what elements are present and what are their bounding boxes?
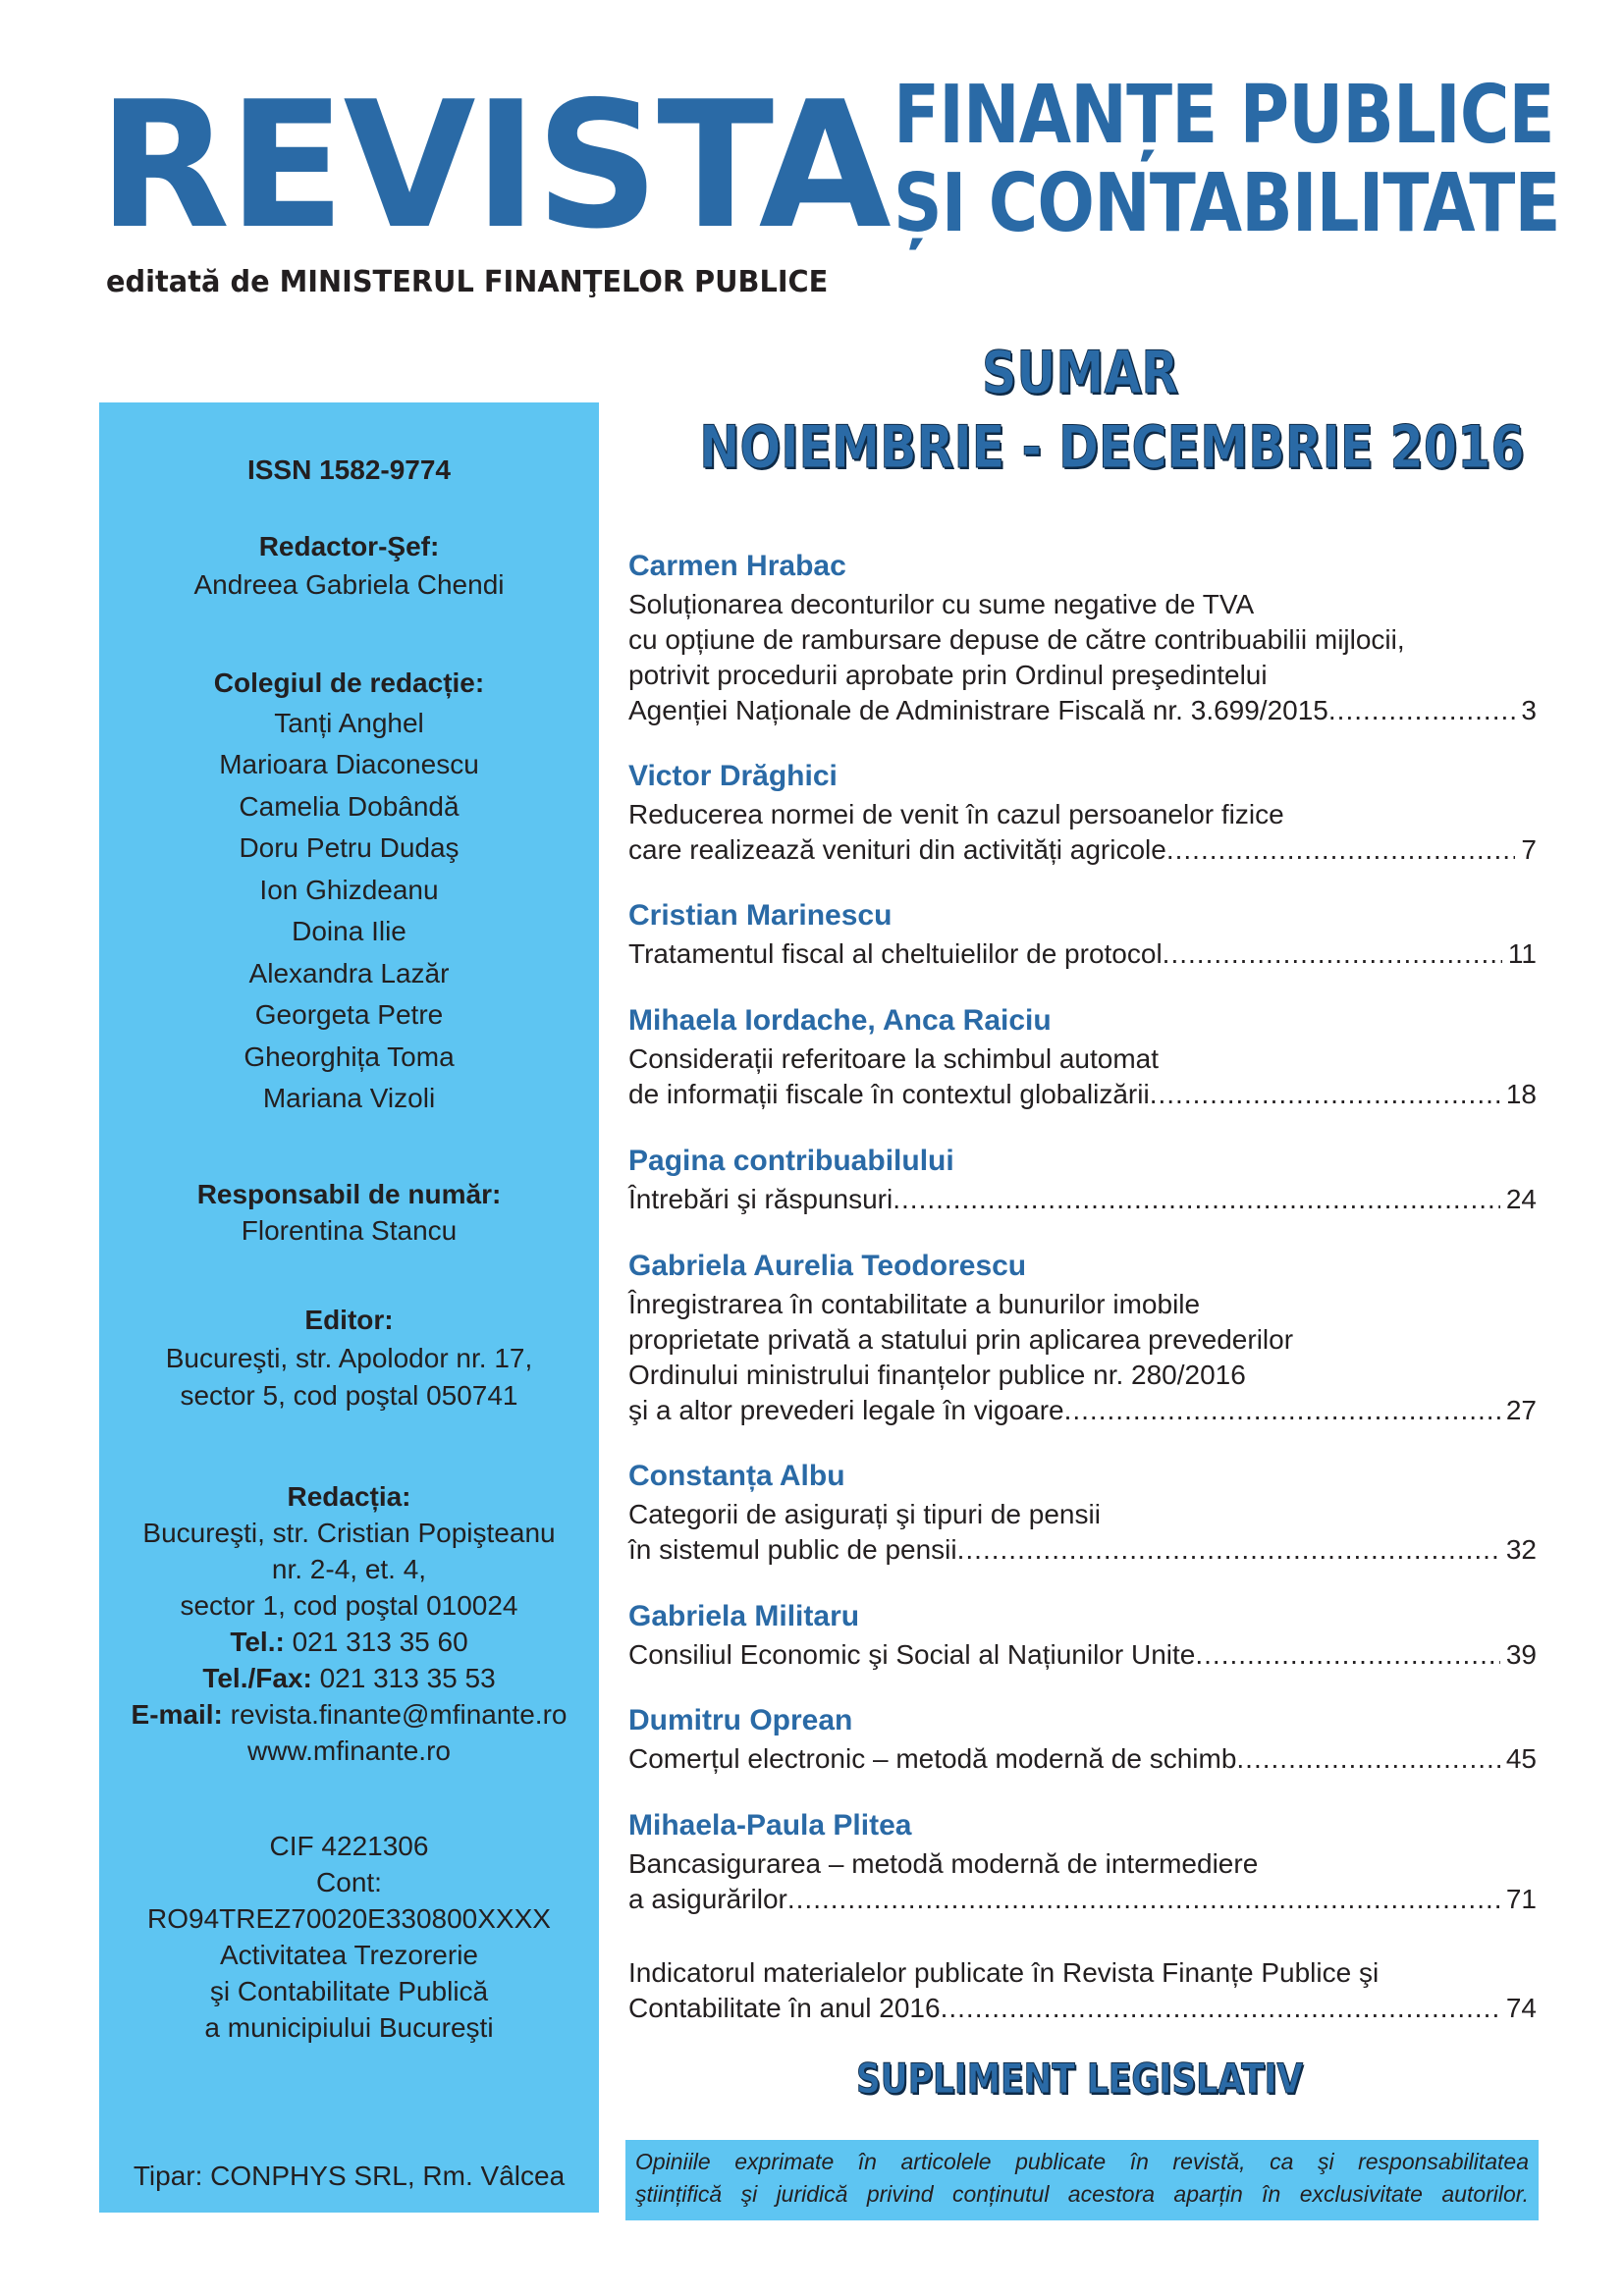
toc-author: Constanța Albu [628,1460,845,1492]
office-address-line: sector 1, cod poştal 010024 [180,1590,518,1621]
toc-title-line: Bancasigurarea – metodă modernă de intermediere [628,1848,1259,1879]
toc-title-line: Soluționarea deconturilor cu sume negative de TVA [628,589,1255,619]
toc-page-number: 74 [1505,1993,1537,2023]
toc-title-line: proprietate privată a statului prin aplicarea prevederilor [628,1324,1294,1355]
toc-entry[interactable] [628,760,1537,868]
toc-author: Cristian Marinescu [628,899,893,932]
dot-leader [893,1182,1500,1217]
toc-title-text: Agenției Naționale de Administrare Fiscală nr. 3.699/2015 [628,695,1328,725]
board-member: Tanți Anghel [274,708,424,738]
office-address-line: nr. 2-4, et. 4, [271,1554,427,1584]
toc-page-number: 45 [1505,1743,1537,1774]
cif: CIF 4221306 [269,1831,429,1861]
disclaimer-line: Opiniile exprimate în articolele publicate în revistă, ca şi responsabilitatea [635,2149,1529,2174]
editor-in-chief-label: Redactor-Şef: [258,531,440,561]
disclaimer-line: ştiințifică şi juridică privind conținutul acestora aparțin în exclusivitate autorilor. [635,2181,1529,2207]
toc-title-text: Comerțul electronic – metodă modernă de schimb [628,1743,1237,1774]
board-member: Ion Ghizdeanu [259,875,439,905]
sidebar-panel [99,402,599,2213]
dot-leader [1064,1393,1500,1428]
toc-page-number: 11 [1507,938,1537,969]
toc-title-text: de informații fiscale în contextul globalizării [628,1079,1150,1109]
toc-title-text: a asigurărilor [628,1884,787,1914]
dot-leader [957,1532,1500,1568]
toc-entry[interactable] [628,1600,1537,1673]
bank-line: şi Contabilitate Publică [209,1976,489,2006]
issue-responsible-label: Responsabil de număr: [196,1179,502,1209]
toc-page-number: 27 [1505,1395,1537,1425]
toc-entry[interactable] [628,1704,1537,1777]
toc-title-line [628,1182,1537,1217]
issue-title [609,413,1551,482]
office-address-line: Bucureşti, str. Cristian Popişteanu [142,1518,556,1548]
toc-page-number: 3 [1521,695,1537,725]
toc-title-text: în sistemul public de pensii [628,1534,957,1565]
brand-title: REVISTA [98,64,890,267]
toc-author: Dumitru Oprean [628,1704,853,1736]
phone-label: Tel.: [230,1627,285,1657]
toc-entry[interactable] [628,1004,1537,1112]
dot-leader [1163,936,1502,972]
publisher-address-line: Bucureşti, str. Apolodor nr. 17, [165,1343,533,1373]
toc-title-text: Întrebări şi răspunsuri [628,1184,893,1214]
board-member: Georgeta Petre [254,999,444,1030]
toc-entry[interactable] [628,550,1537,728]
toc-author: Victor Drăghici [628,760,838,792]
toc-author: Carmen Hrabac [628,550,846,582]
phone-number: 021 313 35 60 [284,1627,468,1657]
board-member: Mariana Vizoli [262,1083,436,1113]
dot-leader [787,1882,1500,1917]
publisher-label: Editor: [304,1305,394,1335]
toc-title-line: Considerații referitoare la schimbul automat [628,1043,1160,1074]
brand-subtitle-line1: FINANȚE PUBLICE [893,69,1554,162]
dot-leader [1236,1741,1499,1777]
account-label: Cont: [316,1867,382,1897]
toc-title-line: Categorii de asigurați şi tipuri de pensii [628,1499,1101,1529]
toc-author: Gabriela Aurelia Teodorescu [628,1250,1027,1282]
board-member: Camelia Dobândă [239,791,460,822]
board-member: Doru Petru Dudaş [239,832,460,863]
toc-title-line [628,1077,1537,1112]
email-address[interactable]: revista.finante@mfinante.ro [222,1699,568,1730]
dot-leader [941,1991,1500,2026]
issn: ISSN 1582-9774 [246,454,452,485]
toc-page-number: 32 [1505,1534,1537,1565]
editor-in-chief: Andreea Gabriela Chendi [193,569,505,600]
toc-title-line [628,1991,1537,2026]
disclaimer-box [625,2140,1539,2220]
toc-title-text: şi a altor prevederi legale în vigoare [628,1395,1064,1425]
sumar-title-text: SUMAR [981,339,1179,407]
email [99,1694,599,1735]
toc-page-number: 71 [1505,1884,1537,1914]
toc-title-line: Ordinului ministrului finanțelor publice nr. 280/2016 [628,1360,1246,1390]
toc-author: Pagina contribuabilului [628,1145,954,1177]
toc-title-line [628,1637,1537,1673]
supliment-legislativ[interactable] [609,2056,1551,2103]
supliment-text: SUPLIMENT LEGISLATIV [856,2055,1304,2103]
fax [99,1658,599,1699]
toc-title-line [628,936,1537,972]
toc-page-number: 39 [1505,1639,1537,1670]
dot-leader [1166,832,1516,868]
toc-title-line: cu opțiune de rambursare depuse de către contribuabilii mijlocii, [628,624,1405,655]
toc-title-text: Consiliul Economic şi Social al Națiunilor Unite [628,1639,1196,1670]
toc-title-line [628,1393,1537,1428]
toc-entry[interactable] [628,1955,1537,2026]
toc-title-line: Reducerea normei de venit în cazul persoanelor fizice [628,799,1284,829]
issue-responsible: Florentina Stancu [241,1215,458,1246]
toc-entry[interactable] [628,899,1537,972]
masthead [98,64,1560,304]
toc-entry[interactable] [628,1460,1537,1568]
dot-leader [1195,1637,1499,1673]
toc-title-line: Indicatorul materialelor publicate în Revista Finanțe Publice şi [628,1957,1380,1988]
fax-label: Tel./Fax: [202,1663,312,1693]
fax-number: 021 313 35 53 [311,1663,496,1693]
toc-title-line [628,832,1537,868]
issue-title-text: NOIEMBRIE - DECEMBRIE 2016 [699,413,1525,482]
website-link[interactable]: www.mfinante.ro [247,1735,451,1766]
toc-page-number: 7 [1521,834,1537,865]
toc-entry[interactable] [628,1809,1537,1917]
toc-author: Gabriela Militaru [628,1600,860,1632]
board-member: Marioara Diaconescu [219,749,479,779]
board-member: Gheorghița Toma [244,1041,455,1072]
toc-entry[interactable] [628,1145,1537,1217]
toc-title-line [628,1882,1537,1917]
dot-leader [1150,1077,1500,1112]
toc-title-line: Înregistrarea în contabilitate a bunurilor imobile [628,1289,1201,1319]
email-label: E-mail: [131,1699,223,1730]
toc-title-text: Contabilitate în anul 2016 [628,1993,941,2023]
publisher-address-line: sector 5, cod poştal 050741 [180,1380,518,1411]
office-label: Redacția: [287,1481,411,1512]
phone [99,1622,599,1663]
toc-title-line [628,693,1537,728]
toc-entry[interactable] [628,1250,1537,1428]
toc-title-line [628,1741,1537,1777]
brand-subtitle-line2: ȘI CONTABILITATE [893,157,1560,250]
board-member: Alexandra Lazăr [248,958,450,988]
toc-author: Mihaela Iordache, Anca Raiciu [628,1004,1052,1037]
toc-title-text: Tratamentul fiscal al cheltuielilor de protocol [628,938,1163,969]
publisher-line: editată de MINISTERUL FINANŢELOR PUBLICE [106,265,829,299]
toc-title-text: care realizează venituri din activități agricole [628,834,1166,865]
board-label: Colegiul de redacție: [213,667,485,698]
sumar-title [609,339,1551,407]
bank-line: a municipiului Bucureşti [204,2012,494,2043]
toc-title-line [628,1532,1537,1568]
dot-leader [1328,693,1516,728]
printer: Tipar: CONPHYS SRL, Rm. Vâlcea [133,2161,566,2191]
bank-line: Activitatea Trezorerie [220,1940,478,1970]
toc-page-number: 24 [1505,1184,1537,1214]
toc-author: Mihaela-Paula Plitea [628,1809,912,1842]
toc-title-line: potrivit procedurii aprobate prin Ordinul preşedintelui [628,660,1268,690]
toc-page-number: 18 [1505,1079,1537,1109]
board-member: Doina Ilie [292,916,406,946]
account-number: RO94TREZ70020E330800XXXX [147,1903,551,1934]
